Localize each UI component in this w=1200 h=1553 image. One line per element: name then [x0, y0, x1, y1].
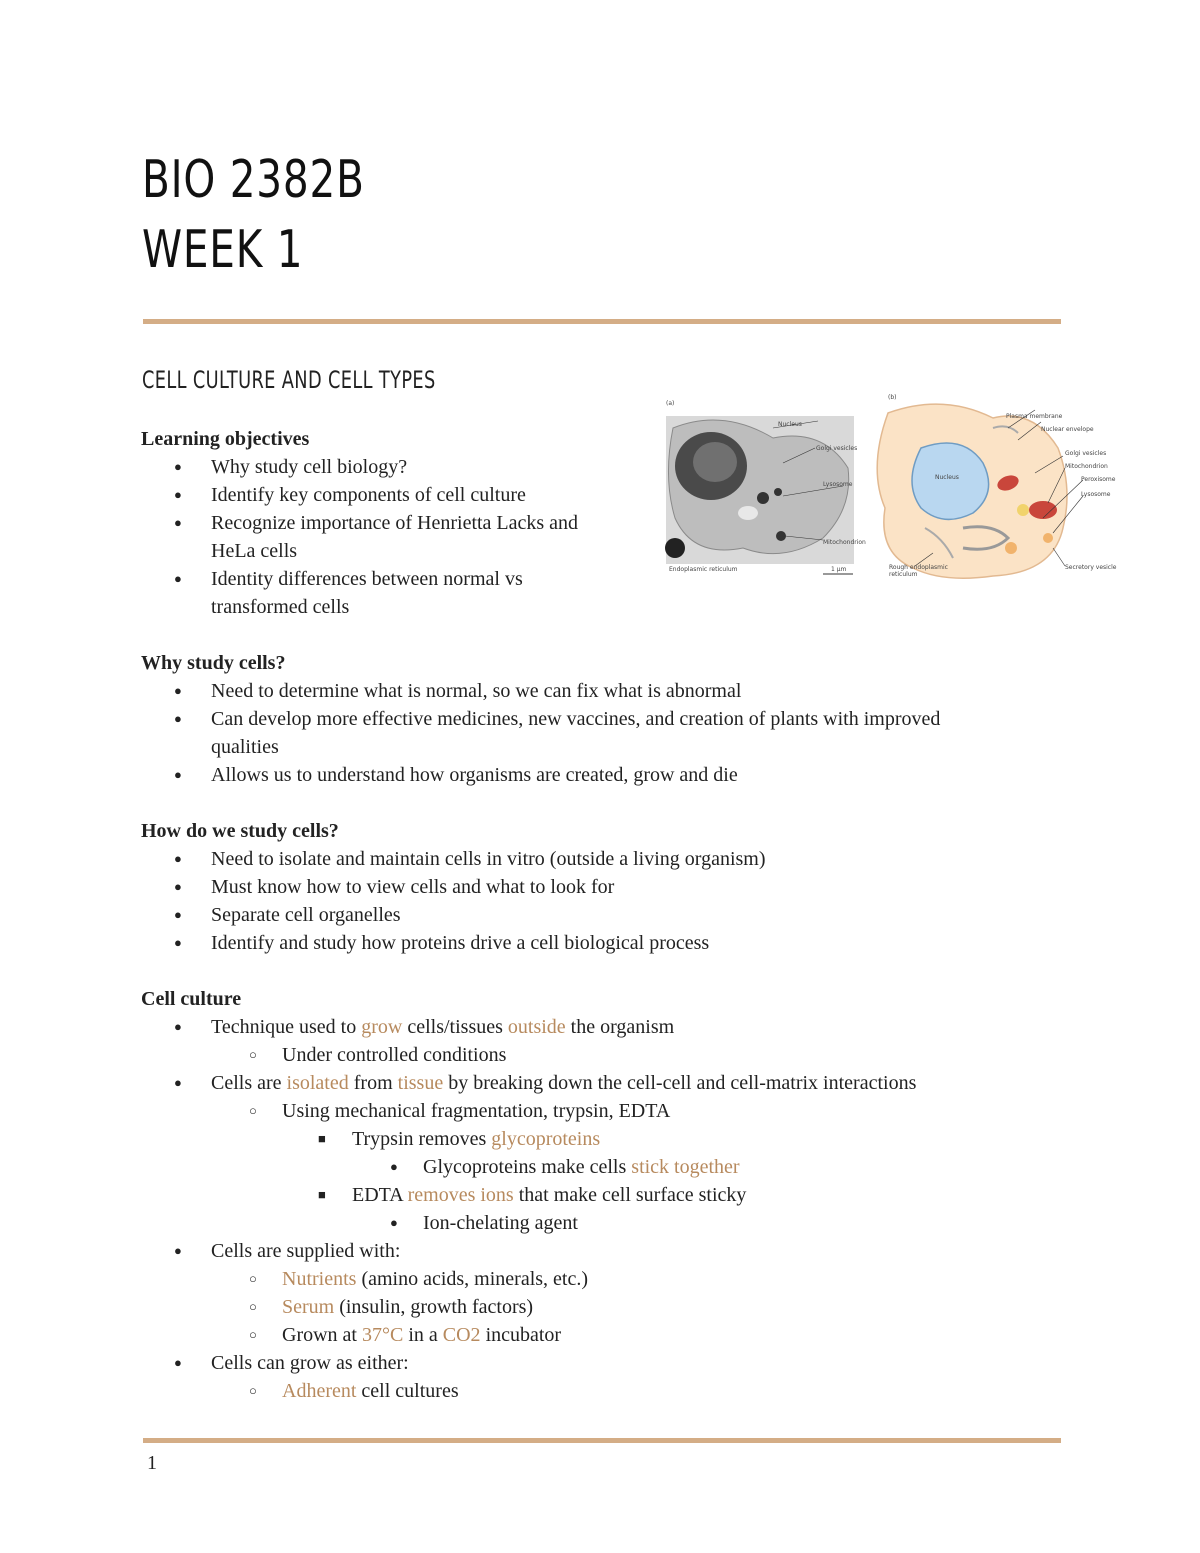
why-study-list [141, 677, 1061, 789]
list-item: ● Identify and study how proteins drive a cell biological process [141, 929, 1061, 957]
bullet-disc-icon: ● [174, 459, 182, 474]
list-item: ● Glycoproteins make cells stick together [141, 1153, 1061, 1181]
bullet-circle-icon: ○ [249, 1299, 257, 1314]
bullet-circle-icon: ○ [249, 1383, 257, 1398]
list-item: ● Cells can grow as either: [141, 1349, 1061, 1377]
notes-content [141, 425, 1061, 1405]
figure-b-peroxisome-label: Peroxisome [1081, 476, 1116, 483]
bullet-disc-icon: ● [174, 767, 182, 782]
figure-b-mito-label: Mitochondrion [1065, 463, 1108, 470]
list-item: ○ Adherent cell cultures [141, 1377, 1061, 1405]
figure-b-secretory-label: Secretory vesicle [1065, 564, 1117, 571]
section-title: CELL CULTURE AND CELL TYPES [142, 366, 436, 394]
figure-b-lysosome-label: Lysosome [1081, 491, 1111, 498]
list-item: ○ Nutrients (amino acids, minerals, etc.) [141, 1265, 1061, 1293]
list-item: ● Can develop more effective medicines, new vaccines, and creation of plants with improved qualities [141, 705, 991, 761]
bullet-disc-icon: ● [174, 515, 182, 530]
bullet-circle-icon: ○ [249, 1271, 257, 1286]
bullet-disc-icon: ● [390, 1159, 398, 1174]
bullet-circle-icon: ○ [249, 1103, 257, 1118]
figure-a-lysosome-label: Lysosome [823, 481, 853, 488]
list-item: ● Need to isolate and maintain cells in vitro (outside a living organism) [141, 845, 1061, 873]
footer-divider [143, 1438, 1061, 1443]
list-item: ● Cells are supplied with: [141, 1237, 1061, 1265]
cell-culture-heading: Cell culture [141, 988, 242, 1010]
how-study-list [141, 845, 1061, 957]
figure-a-scale-label: 1 µm [831, 566, 847, 573]
bullet-disc-icon: ● [390, 1215, 398, 1230]
list-item: ■ EDTA removes ions that make cell surface sticky [141, 1181, 1061, 1209]
list-item: ● Why study cell biology? [141, 453, 611, 481]
week-title: WEEK 1 [142, 220, 304, 280]
list-item: ● Must know how to view cells and what to look for [141, 873, 1061, 901]
figure-b-plasma-label: Plasma membrane [1006, 413, 1063, 420]
bullet-disc-icon: ● [174, 879, 182, 894]
list-item: ● Cells are isolated from tissue by breaking down the cell-cell and cell-matrix interactions [141, 1069, 1061, 1097]
bullet-disc-icon: ● [174, 487, 182, 502]
figure-panel-a-label: (a) [666, 400, 675, 407]
bullet-square-icon: ■ [318, 1187, 326, 1202]
why-study-heading: Why study cells? [141, 652, 286, 674]
bullet-disc-icon: ● [174, 851, 182, 866]
bullet-square-icon: ■ [318, 1131, 326, 1146]
list-item: ○ Grown at 37°C in a CO2 incubator [141, 1321, 1061, 1349]
bullet-disc-icon: ● [174, 1355, 182, 1370]
header-divider [143, 319, 1061, 324]
page-number: 1 [147, 1452, 157, 1474]
list-item: ● Separate cell organelles [141, 901, 1061, 929]
figure-a-nucleus-label: Nucleus [778, 421, 802, 428]
learning-objectives-heading: Learning objectives [141, 428, 310, 450]
bullet-disc-icon: ● [174, 683, 182, 698]
list-item: ● Identify key components of cell culture [141, 481, 611, 509]
cell-culture-list [141, 1013, 1061, 1405]
figure-a-er-label: Endoplasmic reticulum [669, 566, 738, 573]
list-item: ● Need to determine what is normal, so we can fix what is abnormal [141, 677, 1061, 705]
figure-b-nuclear-envelope-label: Nuclear envelope [1041, 426, 1094, 433]
list-item: ● Allows us to understand how organisms are created, grow and die [141, 761, 1061, 789]
how-study-heading: How do we study cells? [141, 820, 339, 842]
figure-b-rough-er-label: Rough endoplasmic reticulum [889, 564, 948, 578]
bullet-disc-icon: ● [174, 1019, 182, 1034]
learning-objectives-list [141, 453, 611, 621]
bullet-disc-icon: ● [174, 1243, 182, 1258]
figure-b-nucleus-label: Nucleus [935, 474, 959, 481]
bullet-disc-icon: ● [174, 711, 182, 726]
list-item: ■ Trypsin removes glycoproteins [141, 1125, 1061, 1153]
list-item: ○ Serum (insulin, growth factors) [141, 1293, 1061, 1321]
bullet-disc-icon: ● [174, 935, 182, 950]
figure-a-golgi-label: Golgi vesicles [816, 445, 858, 452]
bullet-circle-icon: ○ [249, 1327, 257, 1342]
list-item: ● Recognize importance of Henrietta Lacks and HeLa cells [141, 509, 611, 565]
bullet-disc-icon: ● [174, 1075, 182, 1090]
list-item: ○ Using mechanical fragmentation, trypsin, EDTA [141, 1097, 1061, 1125]
bullet-circle-icon: ○ [249, 1047, 257, 1062]
list-item: ○ Under controlled conditions [141, 1041, 1061, 1069]
list-item: ● Identity differences between normal vs transformed cells [141, 565, 611, 621]
course-title: BIO 2382B [142, 150, 365, 210]
figure-panel-b-label: (b) [888, 394, 897, 401]
bullet-disc-icon: ● [174, 907, 182, 922]
list-item: ● Ion-chelating agent [141, 1209, 1061, 1237]
bullet-disc-icon: ● [174, 571, 182, 586]
figure-b-golgi-label: Golgi vesicles [1065, 450, 1107, 457]
list-item: ● Technique used to grow cells/tissues outside the organism [141, 1013, 1061, 1041]
figure-a-mito-label: Mitochondrion [823, 539, 866, 546]
